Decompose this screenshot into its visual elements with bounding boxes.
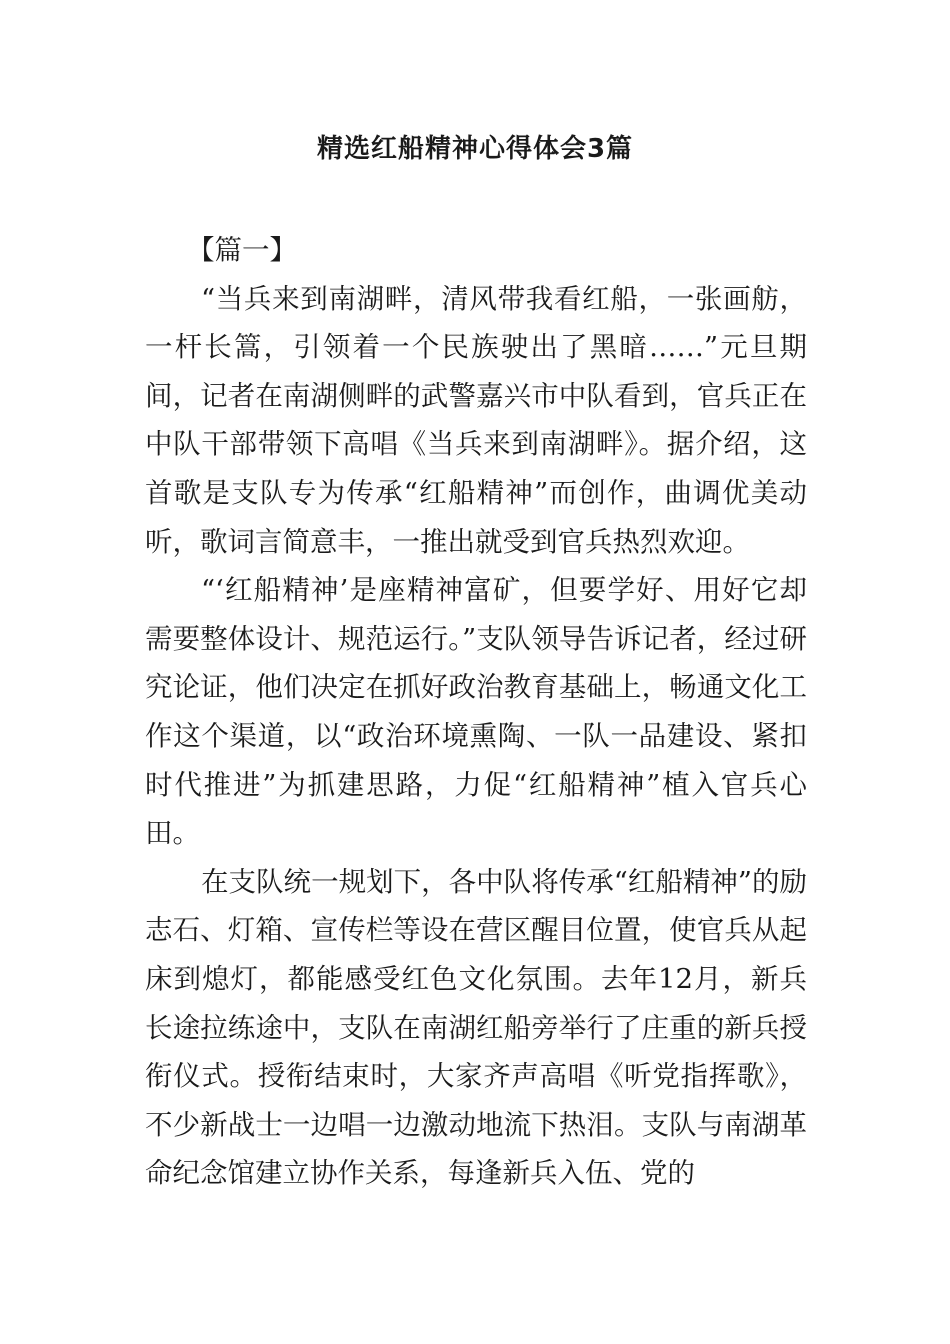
paragraph-2: “‘红船精神’是座精神富矿，但要学好、用好它却需要整体设计、规范运行。”支队领导告诉记者，经过研究论证，他们决定在抓好政治教育基础上，畅通文化工作这个渠道，以“政治环境熏陶、一队一品建设、紧扣时代推进”为抓建思路，力促“红船精神”植入官兵心田。 <box>145 574 807 850</box>
paragraph-1: “当兵来到南湖畔，清风带我看红船，一张画舫，一杆长篙，引领着一个民族驶出了黑暗……”元旦期间，记者在南湖侧畔的武警嘉兴市中队看到，官兵正在中队干部带领下高唱《当兵来到南湖畔》。据介绍，这首歌是支队专为传承“红船精神”而创作，曲调优美动听，歌词言简意丰，一推出就受到官兵热烈欢迎。 <box>145 282 807 558</box>
section-label: 【篇一】 <box>187 234 297 266</box>
paragraph-3: 在支队统一规划下，各中队将传承“红船精神”的励志石、灯箱、宣传栏等设在营区醒目位置，使官兵从起床到熄灯，都能感受红色文化氛围。去年12月，新兵长途拉练途中，支队在南湖红船旁举行了庄重的新兵授衔仪式。授衔结束时，大家齐声高唱《听党指挥歌》，不少新战士一边唱一边激动地流下热泪。支队与南湖革命纪念馆建立协作关系，每逢新兵入伍、党的 <box>145 865 807 1190</box>
document-title: 精选红船精神心得体会3篇 <box>316 134 634 164</box>
document-body <box>145 226 807 1198</box>
